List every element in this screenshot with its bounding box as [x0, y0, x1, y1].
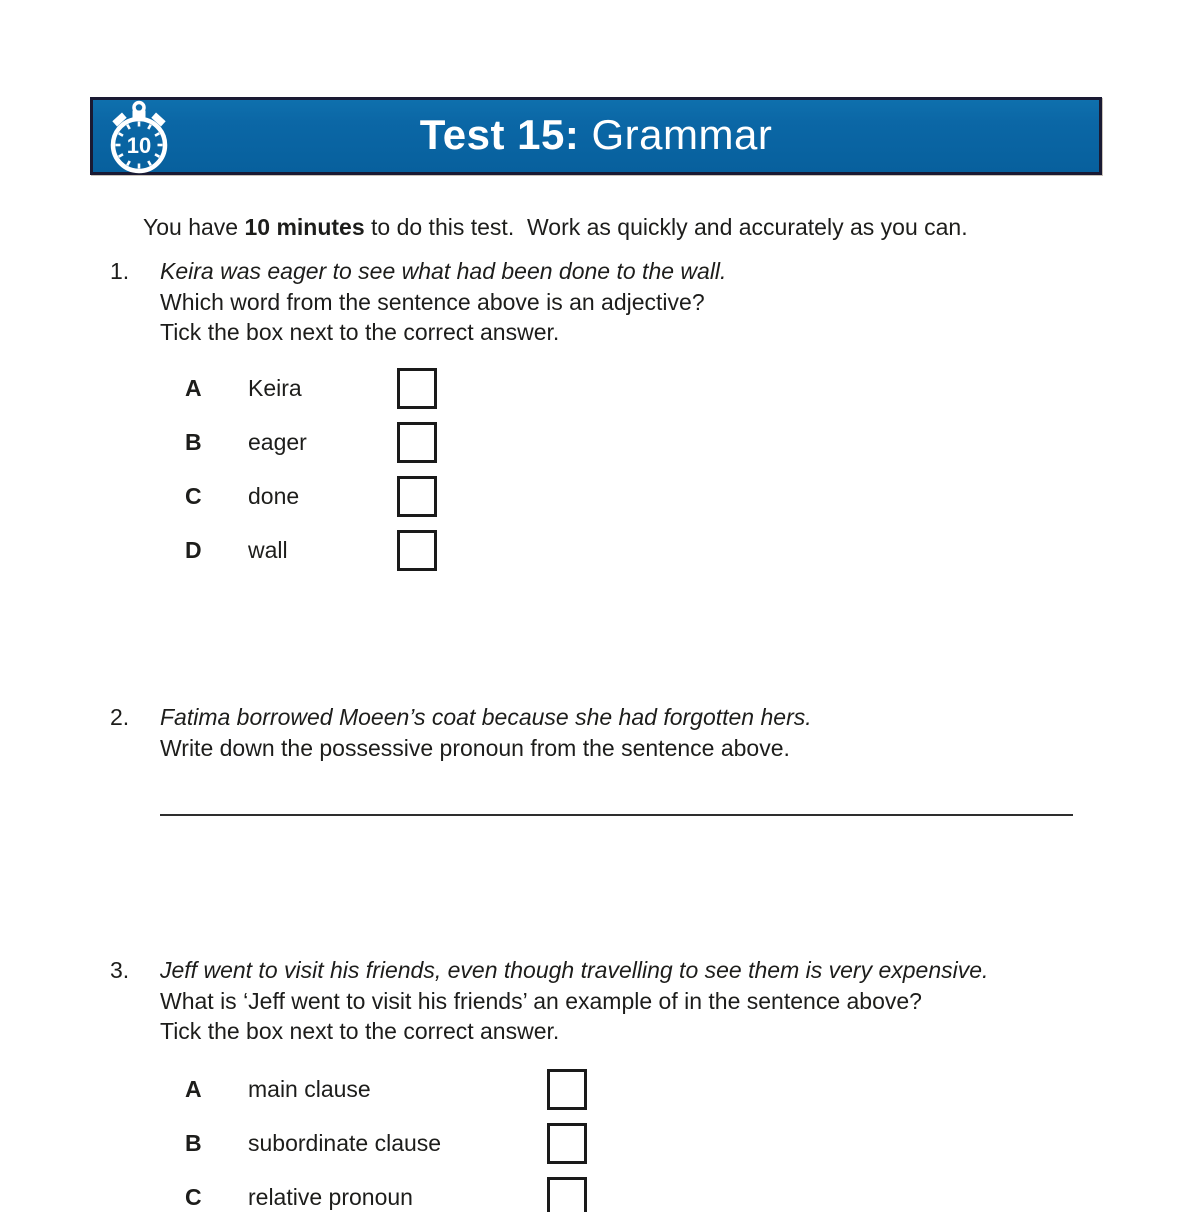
option-letter: C [185, 1184, 202, 1211]
answer-checkbox[interactable] [397, 368, 437, 409]
option-letter: D [185, 537, 202, 564]
test-header-banner [90, 97, 1102, 175]
option-label: main clause [248, 1076, 371, 1103]
option-row [160, 362, 726, 416]
question-prompt: Write down the possessive pronoun from the sentence above. [160, 734, 790, 761]
option-letter: C [185, 483, 202, 510]
question-body [160, 955, 988, 1212]
timer-minutes: 10 [126, 133, 152, 158]
question-2 [110, 702, 1073, 816]
question-tick-instruction: Tick the box next to the correct answer. [160, 1018, 560, 1044]
page-title-test-number: Test 15: [419, 111, 580, 159]
instruction-post: to do this test. Work as quickly and accurately as you can. [364, 214, 968, 240]
question-body [160, 702, 1073, 816]
option-row [160, 1117, 988, 1171]
question-body [160, 256, 726, 578]
option-label: eager [248, 429, 307, 456]
answer-checkbox[interactable] [397, 530, 437, 571]
option-letter: A [185, 1076, 202, 1103]
option-row [160, 524, 726, 578]
options-list [160, 1063, 988, 1212]
answer-checkbox[interactable] [547, 1123, 587, 1164]
option-row [160, 1171, 988, 1212]
question-tick-instruction: Tick the box next to the correct answer. [160, 319, 560, 345]
question-number: 1. [110, 258, 130, 284]
answer-checkbox[interactable] [547, 1069, 587, 1110]
option-label: Keira [248, 375, 302, 402]
option-row [160, 1063, 988, 1117]
answer-checkbox[interactable] [547, 1177, 587, 1212]
question-stimulus: Fatima borrowed Moeen’s coat because she had forgotten hers. [160, 704, 812, 730]
test-instruction [143, 212, 968, 242]
answer-checkbox[interactable] [397, 422, 437, 463]
answer-write-line[interactable] [160, 814, 1073, 816]
instruction-pre: You have [143, 214, 245, 240]
question-stimulus: Jeff went to visit his friends, even though travelling to see them is very expensive. [160, 957, 989, 983]
question-3 [110, 955, 988, 1212]
question-prompt: Which word from the sentence above is an adjective? [160, 288, 705, 315]
option-letter: B [185, 1130, 202, 1157]
page-title-subject: Grammar [579, 111, 773, 159]
options-list [160, 362, 726, 578]
page-title [93, 111, 1099, 159]
question-stimulus: Keira was eager to see what had been done to the wall. [160, 258, 727, 284]
option-label: relative pronoun [248, 1184, 413, 1211]
option-label: wall [248, 537, 288, 564]
option-row [160, 416, 726, 470]
question-number: 2. [110, 704, 130, 730]
question-1 [110, 256, 726, 578]
question-prompt: What is ‘Jeff went to visit his friends’ an example of in the sentence above? [160, 987, 922, 1014]
option-letter: A [185, 375, 202, 402]
option-row [160, 470, 726, 524]
instruction-time-limit: 10 minutes [244, 214, 365, 240]
option-label: done [248, 483, 300, 510]
option-label: subordinate clause [248, 1130, 442, 1157]
question-number: 3. [110, 957, 130, 983]
option-letter: B [185, 429, 202, 456]
answer-checkbox[interactable] [397, 476, 437, 517]
